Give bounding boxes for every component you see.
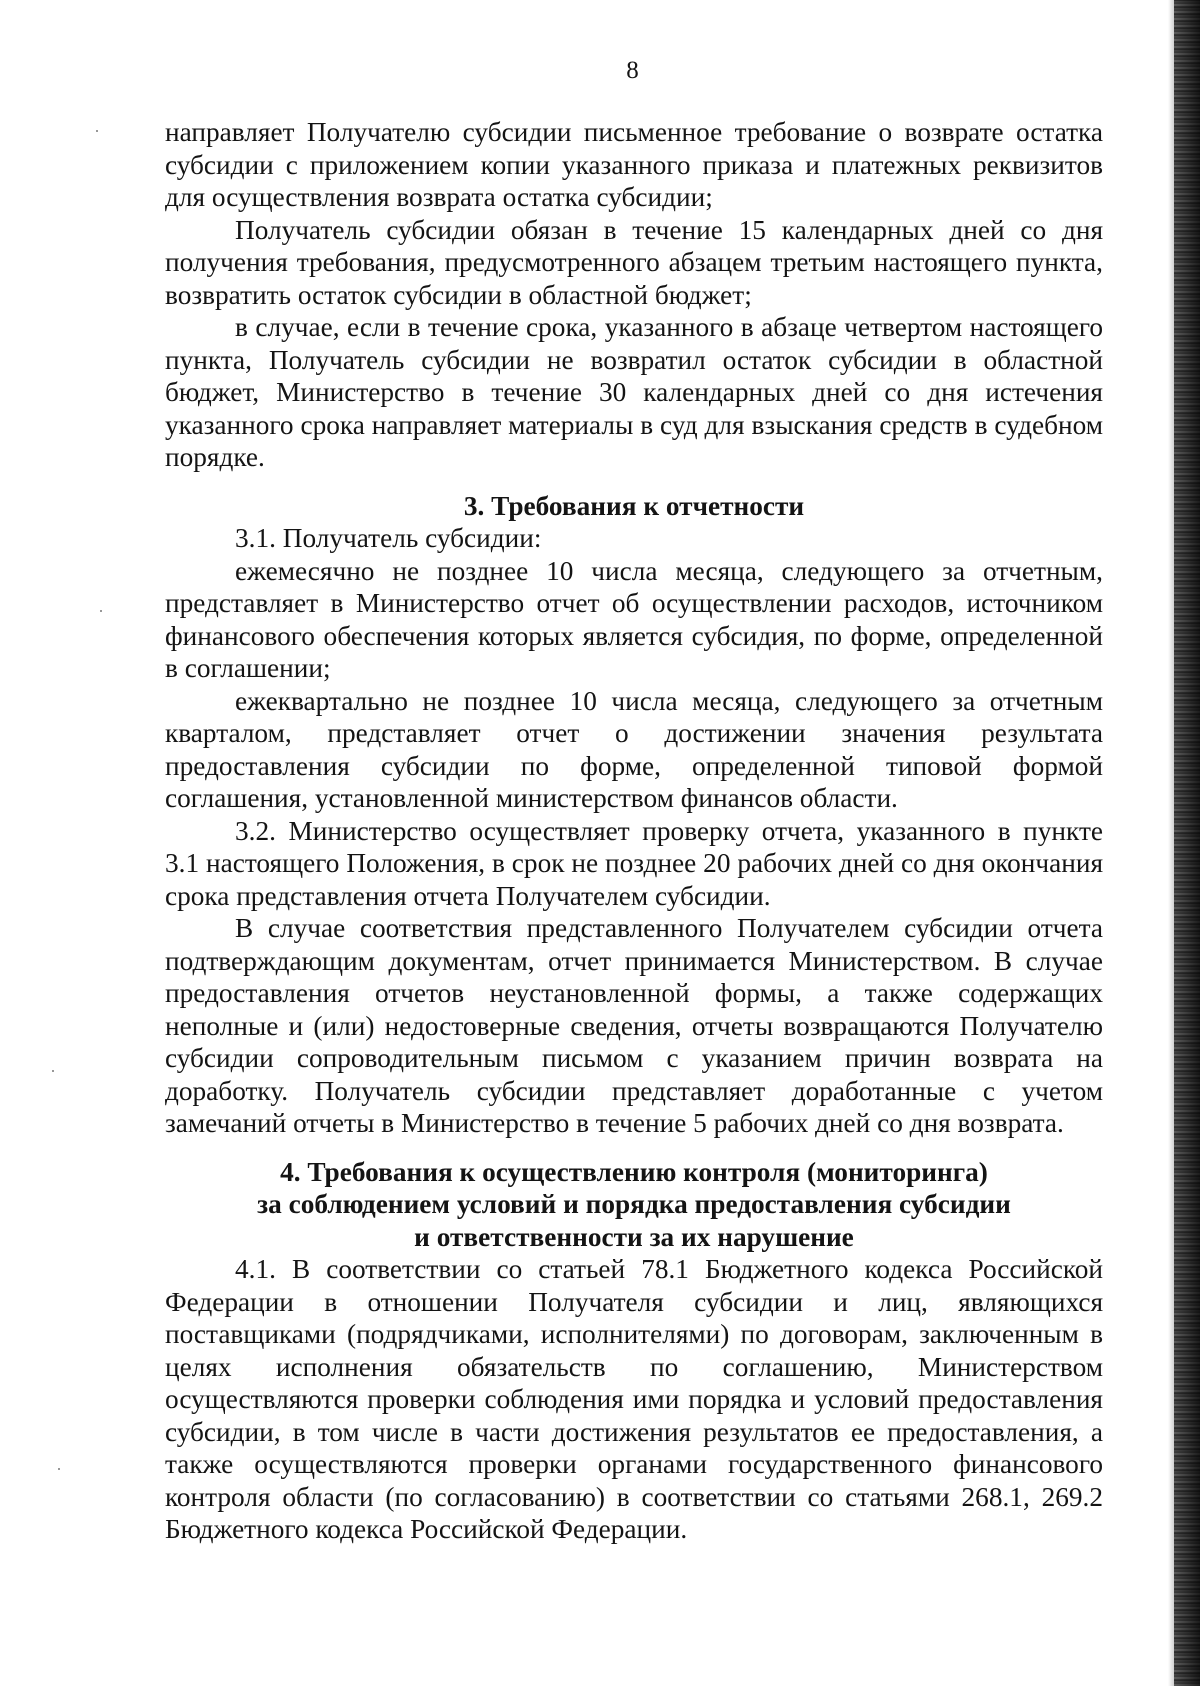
- scan-speck: [52, 1070, 54, 1072]
- paragraph: В случае соответствия представленного Получателем субсидии отчета подтверждающим документам, отчет принимается Министерством. В случае предоставления отчетов неустановленной формы, а также содержащих неполные и (или) недостоверные сведения, отчеты возвращаются Получателю субсидии сопроводительным письмом с указанием причин возврата на доработку. Получатель субсидии представляет доработанные с учетом замечаний отчеты в Министерство в течение 5 рабочих дней со дня возврата.: [165, 913, 1103, 1138]
- section-4-heading-line-3: и ответственности за их нарушение: [414, 1221, 854, 1252]
- section-4-heading-line-2: за соблюдением условий и порядка предоставления субсидии: [257, 1189, 1011, 1219]
- scan-speck: [58, 1468, 60, 1470]
- page-number: 8: [626, 57, 639, 84]
- paragraph: направляет Получателю субсидии письменное требование о возврате остатка субсидии с приложением копии указанного приказа и платежных реквизитов для осуществления возврата остатка субсидии;: [165, 117, 1103, 212]
- section-4-heading-line-1: 4. Требования к осуществлению контроля (мониторинга): [280, 1156, 988, 1187]
- paragraph: 4.1. В соответствии со статьей 78.1 Бюджетного кодекса Российской Федерации в отношении Получателя субсидии и лиц, являющихся поставщиками (подрядчиками, исполнителями) по договорам, заключенным в целях исполнения обязательств по соглашению, Министерством осуществляются проверки соблюдения ими порядка и условий предоставления субсидии, в том числе в части достижения результатов ее предоставления, а также осуществляются проверки органами государственного финансового контроля области (по согласованию) в соответствии со статьями 268.1, 269.2 Бюджетного кодекса Российской Федерации.: [165, 1254, 1103, 1544]
- scan-speck: [100, 610, 102, 612]
- paragraph: 3.2. Министерство осуществляет проверку отчета, указанного в пункте 3.1 настоящего Положения, в срок не позднее 20 рабочих дней со дня окончания срока представления отчета Получателем субсидии.: [165, 815, 1103, 911]
- section-gap: [165, 474, 1103, 490]
- paragraph: 3.1. Получатель субсидии:: [235, 523, 542, 553]
- paragraph: ежеквартально не позднее 10 числа месяца, следующего за отчетным кварталом, представляет отчет о достижении значения результата предоставления субсидии по форме, определенной типовой формой соглашения, установленной министерством финансов области.: [165, 685, 1103, 813]
- document-body: [165, 116, 1103, 1546]
- section-3-heading: 3. Требования к отчетности: [463, 490, 805, 521]
- paragraph: в случае, если в течение срока, указанного в абзаце четвертом настоящего пункта, Получатель субсидии не возвратил остаток субсидии в областной бюджет, Министерство в течение 30 календарных дней со дня истечения указанного срока направляет материалы в суд для взыскания средств в судебном порядке.: [165, 312, 1103, 472]
- paragraph: Получатель субсидии обязан в течение 15 календарных дней со дня получения требования, предусмотренного абзацем третьим настоящего пункта, возвратить остаток субсидии в областной бюджет;: [165, 214, 1103, 310]
- scan-edge: [1174, 0, 1200, 1686]
- paragraph: ежемесячно не позднее 10 числа месяца, следующего за отчетным, представляет в Министерство отчет об осуществлении расходов, источником финансового обеспечения которых является субсидия, по форме, определенной в соглашении;: [165, 555, 1103, 683]
- section-gap: [165, 1140, 1103, 1156]
- scan-speck: [96, 130, 98, 132]
